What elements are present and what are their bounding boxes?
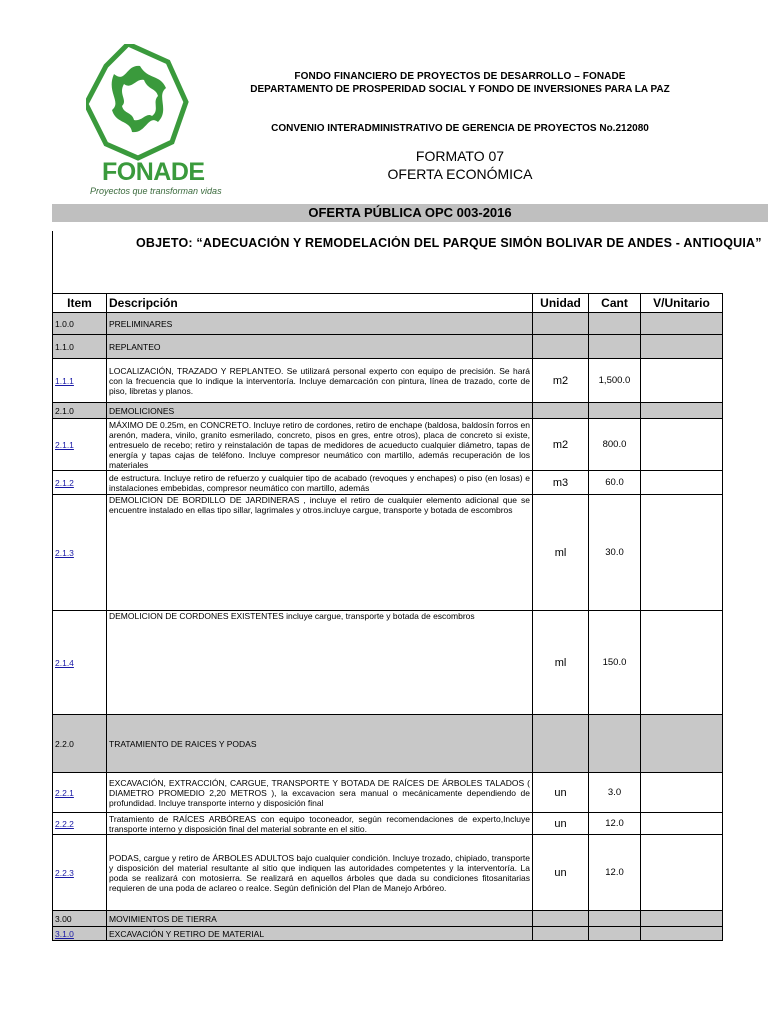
description-cell: REPLANTEO [107,335,533,359]
unit-cell: ml [533,611,589,715]
item-cell[interactable]: 2.2.2 [53,813,107,835]
description-cell: TRATAMIENTO DE RAICES Y PODAS [107,715,533,773]
qty-cell: 12.0 [589,835,641,911]
qty-cell [589,313,641,335]
header-org-line: FONDO FINANCIERO DE PROYECTOS DE DESARROLLO – FONADE [294,71,626,82]
unit-price-cell[interactable] [641,715,723,773]
description-cell: MOVIMIENTOS DE TIERRA [107,911,533,927]
col-header-descripcion: Descripción [107,294,533,313]
table-row [53,773,723,813]
qty-cell: 60.0 [589,471,641,495]
qty-cell [589,927,641,941]
item-cell: 1.0.0 [53,313,107,335]
unit-price-cell[interactable] [641,359,723,403]
table-header-row [53,294,723,313]
table-row [53,813,723,835]
table-row [53,419,723,471]
unit-price-cell[interactable] [641,911,723,927]
item-cell[interactable]: 2.2.3 [53,835,107,911]
description-cell: DEMOLICION DE BORDILLO DE JARDINERAS , incluye el retiro de cualquier elemento adicional que se encuentre instalado en ellas tipo sillar, lagrimales y otros.incluye cargue, transporte y botada de escombros [107,495,533,611]
table-row [53,911,723,927]
description-cell: DEMOLICIONES [107,403,533,419]
logo-wordmark: FONADE [102,158,205,186]
qty-cell: 800.0 [589,419,641,471]
qty-cell [589,335,641,359]
oferta-publica-band: OFERTA PÚBLICA OPC 003-2016 [52,204,768,222]
unit-cell [533,403,589,419]
table-row [53,359,723,403]
table-row [53,611,723,715]
col-header-cant: Cant [589,294,641,313]
qty-cell [589,911,641,927]
item-cell: 2.1.0 [53,403,107,419]
item-cell[interactable]: 2.1.2 [53,471,107,495]
header-dept-line: DEPARTAMENTO DE PROSPERIDAD SOCIAL Y FONDO DE INVERSIONES PARA LA PAZ [250,84,670,95]
col-header-unidad: Unidad [533,294,589,313]
header-convenio: CONVENIO INTERADMINISTRATIVO DE GERENCIA DE PROYECTOS No.212080 [271,123,649,134]
col-header-vunitario: V/Unitario [641,294,723,313]
item-cell: 2.2.0 [53,715,107,773]
header-formato: FORMATO 07 [415,148,505,164]
unit-cell: un [533,835,589,911]
header-oferta: OFERTA ECONÓMICA [387,166,533,182]
unit-cell: un [533,773,589,813]
unit-price-cell[interactable] [641,403,723,419]
unit-cell: m2 [533,419,589,471]
description-cell: Tratamiento de RAÍCES ARBÓREAS con equipo toconeador, según recomendaciones de experto,Incluye transporte interno y disposición final del material sobrante en el sitio. [107,813,533,835]
unit-cell: ml [533,495,589,611]
table-row [53,471,723,495]
oferta-table [52,293,723,941]
unit-cell [533,313,589,335]
qty-cell: 150.0 [589,611,641,715]
table-row [53,835,723,911]
qty-cell: 30.0 [589,495,641,611]
item-cell: 3.00 [53,911,107,927]
unit-cell: un [533,813,589,835]
unit-price-cell[interactable] [641,611,723,715]
unit-price-cell[interactable] [641,419,723,471]
unit-cell [533,715,589,773]
item-cell[interactable]: 2.1.4 [53,611,107,715]
unit-cell [533,335,589,359]
item-cell[interactable]: 2.2.1 [53,773,107,813]
unit-cell: m2 [533,359,589,403]
table-row [53,715,723,773]
table-row [53,403,723,419]
unit-price-cell[interactable] [641,773,723,813]
item-cell[interactable]: 2.1.3 [53,495,107,611]
table-row [53,313,723,335]
description-cell: EXCAVACIÓN, EXTRACCIÓN, CARGUE, TRANSPORTE Y BOTADA DE RAÍCES DE ÁRBOLES TALADOS ( DIAMETRO PROMEDIO 2,20 METROS ), la excavacion sera manual o mecánicamente dependiendo de profundidad. Incluye transporte interno y disposición final [107,773,533,813]
unit-price-cell[interactable] [641,335,723,359]
unit-price-cell[interactable] [641,927,723,941]
col-header-item: Item [53,294,107,313]
unit-price-cell[interactable] [641,471,723,495]
description-cell: DEMOLICION DE CORDONES EXISTENTES incluye cargue, transporte y botada de escombros [107,611,533,715]
table-row [53,495,723,611]
table-row [53,927,723,941]
unit-cell [533,927,589,941]
description-cell: LOCALIZACIÓN, TRAZADO Y REPLANTEO. Se utilizará personal experto con equipo de precisión. Se hará con la frecuencia que lo indique la interventoría. Incluye demarcación con pintura, línea de trazado, corte de piso, libretas y planos. [107,359,533,403]
qty-cell [589,403,641,419]
objeto-text: OBJETO: “ADECUACIÓN Y REMODELACIÓN DEL PARQUE SIMÓN BOLIVAR DE ANDES - ANTIOQUIA” [136,236,762,250]
unit-cell: m3 [533,471,589,495]
description-cell: EXCAVACIÓN Y RETIRO DE MATERIAL [107,927,533,941]
description-cell: MÁXIMO DE 0.25m, en CONCRETO. Incluye retiro de cordones, retiro de enchape (baldosa, baldosín forros en arenón, madera, vinilo, granito esmerilado, concreto, pisos en gres, entre otros), placa de concreto si existe, entresuelo de recebo; retiro y reinstalación de tapas de medidores de acueducto cualquier diámetro, tapas de energía y tapas cajas de teléfono. Incluye compresor neumático con martillo, además recuperación de los materiales [107,419,533,471]
qty-cell: 3.0 [589,773,641,813]
table-row [53,335,723,359]
unit-price-cell[interactable] [641,495,723,611]
unit-price-cell[interactable] [641,313,723,335]
item-cell[interactable]: 1.1.1 [53,359,107,403]
unit-cell [533,911,589,927]
item-cell: 1.1.0 [53,335,107,359]
qty-cell: 12.0 [589,813,641,835]
description-cell: PODAS, cargue y retiro de ÁRBOLES ADULTOS bajo cualquier condición. Incluye trozado, chipiado, transporte y disposición del material resultante al sitio que indiquen las autoridades competentes y la interventoría. La poda se realizará con motosierra. Se realizará en aquellos árboles que dada su condiciones fitosanitarias requieren de una poda de aclareo o realce. Según definición del Plan de Manejo Arbóreo. [107,835,533,911]
item-cell[interactable]: 3.1.0 [53,927,107,941]
item-cell[interactable]: 2.1.1 [53,419,107,471]
logo-tagline: Proyectos que transforman vidas [90,186,222,196]
qty-cell [589,715,641,773]
unit-price-cell[interactable] [641,835,723,911]
qty-cell: 1,500.0 [589,359,641,403]
description-cell: de estructura. Incluye retiro de refuerzo y cualquier tipo de acabado (revoques y enchapes) o piso (en losas) e instalaciones embebidas, compresor neumático con martillo, además [107,471,533,495]
unit-price-cell[interactable] [641,813,723,835]
description-cell: PRELIMINARES [107,313,533,335]
